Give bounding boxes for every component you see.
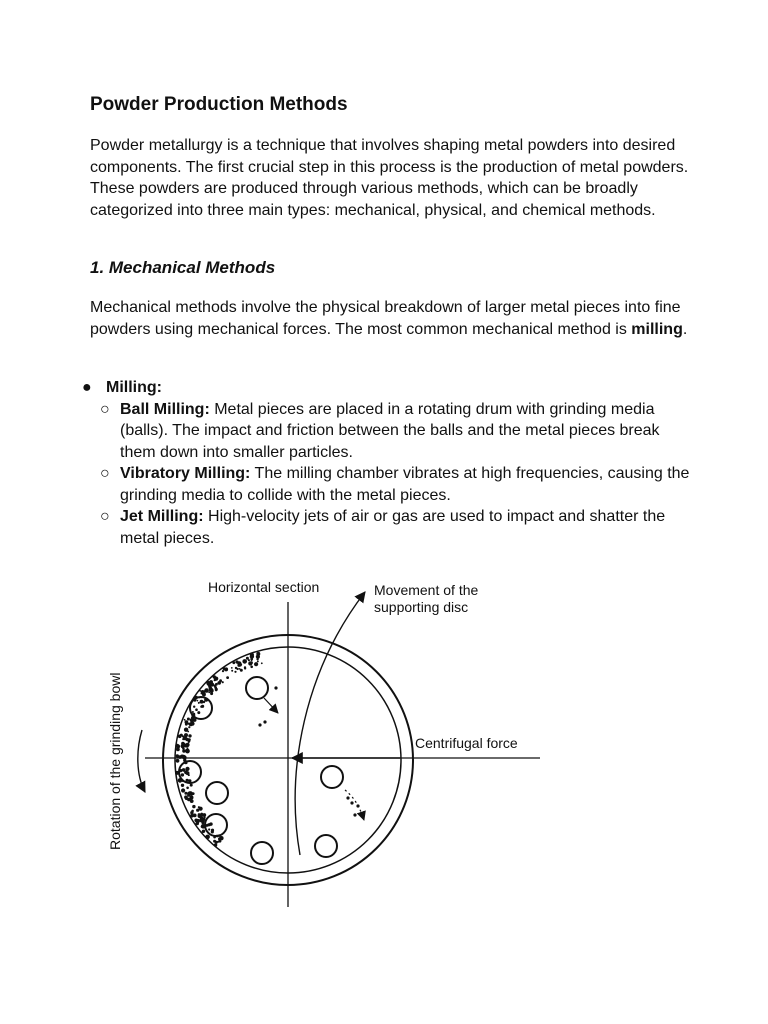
powder-particle xyxy=(208,828,210,830)
powder-particle xyxy=(346,796,349,799)
powder-particle xyxy=(183,759,186,762)
label-movement-1: Movement of the xyxy=(374,582,479,598)
grinding-ball xyxy=(321,766,343,788)
powder-particle xyxy=(198,702,200,704)
powder-particle xyxy=(196,809,199,812)
powder-particle xyxy=(194,819,198,823)
powder-particle xyxy=(256,652,260,656)
powder-particle xyxy=(213,675,215,677)
list-item-vibratory-milling xyxy=(100,463,690,506)
powder-particle xyxy=(202,830,204,832)
powder-particle xyxy=(179,769,182,772)
powder-particle xyxy=(176,759,180,763)
desc-jet-milling: High-velocity jets of air or gas are used to impact and shatter the metal pieces. xyxy=(120,508,666,547)
powder-particle xyxy=(184,792,187,795)
powder-particle xyxy=(175,771,179,775)
bullet-dot: ● xyxy=(82,379,92,396)
powder-particle xyxy=(176,754,179,757)
powder-particle xyxy=(190,796,193,799)
powder-particle xyxy=(200,700,204,704)
powder-particle xyxy=(192,805,195,808)
powder-particle xyxy=(209,680,213,684)
powder-particle xyxy=(200,696,202,698)
powder-particle xyxy=(222,681,224,683)
powder-particle xyxy=(350,801,353,804)
powder-particle xyxy=(210,692,213,695)
milling-bold: milling xyxy=(631,320,683,338)
powder-particle xyxy=(231,667,233,669)
powder-particle xyxy=(199,814,203,818)
powder-particle xyxy=(213,836,216,839)
label-centrifugal-force: Centrifugal force xyxy=(415,735,518,751)
powder-particle xyxy=(186,787,189,790)
powder-particle xyxy=(191,810,194,813)
grinding-ball xyxy=(246,677,268,699)
powder-particles xyxy=(175,652,360,847)
powder-particle xyxy=(185,720,189,724)
powder-particle xyxy=(254,662,258,666)
sub-bullet: ○ xyxy=(100,400,110,418)
powder-particle xyxy=(214,677,218,681)
ball-mill-diagram xyxy=(100,570,550,915)
powder-particle xyxy=(203,816,205,818)
powder-particle xyxy=(181,788,185,792)
desc-ball-milling: Metal pieces are placed in a rotating drum with grinding media (balls). The impact and friction between the balls and the metal pieces break them down into smaller particles. xyxy=(120,400,660,461)
powder-particle xyxy=(198,697,200,699)
powder-particle xyxy=(204,698,208,702)
term-jet-milling: Jet Milling: xyxy=(120,508,204,525)
powder-particle xyxy=(188,741,190,743)
powder-particle xyxy=(178,778,183,783)
powder-particle xyxy=(193,713,195,715)
powder-particle xyxy=(195,708,198,711)
powder-particle xyxy=(184,719,186,721)
powder-particle xyxy=(263,720,266,723)
powder-particle xyxy=(214,843,218,847)
desc-vibratory-milling: The milling chamber vibrates at high frequencies, causing the grinding media to collide with the metal pieces. xyxy=(120,465,690,504)
powder-particle xyxy=(224,667,228,671)
powder-particle xyxy=(184,733,188,737)
powder-particle xyxy=(184,728,188,732)
milling-label: Milling: xyxy=(106,379,162,396)
powder-particle xyxy=(196,700,198,702)
powder-particle xyxy=(208,692,210,694)
list-item-milling xyxy=(82,377,690,549)
powder-particle xyxy=(192,711,194,713)
powder-particle xyxy=(236,668,238,670)
mechanical-paragraph-end: . xyxy=(682,320,688,338)
powder-particle xyxy=(186,779,189,782)
powder-particle xyxy=(186,771,190,775)
powder-particle xyxy=(181,784,184,787)
rotation-arrow xyxy=(138,730,145,792)
powder-particle xyxy=(238,663,241,666)
powder-particle xyxy=(250,666,253,669)
sub-bullet: ○ xyxy=(100,465,110,482)
powder-particle xyxy=(231,670,233,672)
powder-particle xyxy=(214,684,217,687)
powder-particle xyxy=(240,669,243,672)
powder-particle xyxy=(274,686,277,689)
powder-particle xyxy=(180,734,183,737)
mechanical-paragraph xyxy=(90,297,690,340)
powder-particle xyxy=(181,755,185,759)
powder-particle xyxy=(190,722,194,726)
term-vibratory-milling: Vibratory Milling: xyxy=(120,465,251,482)
powder-particle xyxy=(235,660,238,663)
label-movement-2: supporting disc xyxy=(374,599,469,615)
list-item-jet-milling xyxy=(100,506,690,549)
powder-particle xyxy=(248,661,252,665)
powder-particle xyxy=(197,711,200,714)
powder-particle xyxy=(219,836,223,840)
powder-particle xyxy=(201,825,204,828)
powder-particle xyxy=(198,806,200,808)
powder-particle xyxy=(215,689,218,692)
powder-particle xyxy=(178,745,180,747)
powder-particle xyxy=(188,734,191,737)
powder-particle xyxy=(242,659,247,664)
powder-particle xyxy=(195,696,197,698)
mechanical-paragraph-text: Mechanical methods involve the physical breakdown of larger metal pieces into fine powders using mechanical forces. The most common mechanical method is xyxy=(90,299,681,338)
grinding-ball xyxy=(251,842,273,864)
powder-particle xyxy=(176,748,180,752)
powder-particle xyxy=(356,804,359,807)
powder-particle xyxy=(261,662,263,664)
powder-particle xyxy=(182,749,185,752)
powder-particle xyxy=(217,841,219,843)
powder-particle xyxy=(257,660,259,662)
powder-particle xyxy=(185,767,189,771)
list-item-ball-milling xyxy=(100,399,690,464)
powder-particle xyxy=(251,654,253,656)
section-heading-mechanical: 1. Mechanical Methods xyxy=(90,258,276,277)
milling-sublist xyxy=(100,399,690,550)
powder-particle xyxy=(258,723,261,726)
label-rotation: Rotation of the grinding bowl xyxy=(107,672,123,850)
term-ball-milling: Ball Milling: xyxy=(120,400,210,418)
powder-particle xyxy=(211,829,214,832)
powder-particle xyxy=(222,670,224,672)
powder-particle xyxy=(232,661,235,664)
powder-particle xyxy=(209,686,212,689)
powder-particle xyxy=(182,768,186,772)
powder-particle xyxy=(201,690,205,694)
powder-particle xyxy=(181,773,184,776)
powder-particle xyxy=(185,749,190,754)
powder-particle xyxy=(190,784,193,787)
powder-particle xyxy=(184,795,188,799)
powder-particle xyxy=(248,659,250,661)
powder-particle xyxy=(244,666,246,668)
powder-particle xyxy=(204,688,209,693)
sub-bullet: ○ xyxy=(100,508,110,525)
grinding-ball xyxy=(315,835,337,857)
ball-motion-arrow xyxy=(264,698,278,713)
powder-particle xyxy=(181,742,185,746)
intro-paragraph: Powder metallurgy is a technique that involves shaping metal powders into desired components. The first crucial step in this process is the production of metal powders. These powders are produced through various methods, which can be broadly categorized into three main types: mechanical, physical, and chemical methods. xyxy=(90,137,689,219)
powder-particle xyxy=(188,779,191,782)
powder-particle xyxy=(193,706,195,708)
powder-particle xyxy=(187,798,191,802)
powder-particle xyxy=(187,718,190,721)
powder-particle xyxy=(200,706,202,708)
powder-particle xyxy=(188,726,190,728)
label-horizontal-section: Horizontal section xyxy=(208,579,320,595)
powder-particle xyxy=(217,681,221,685)
powder-particle xyxy=(213,840,216,843)
powder-particle xyxy=(353,813,356,816)
powder-particle xyxy=(190,814,194,818)
powder-particle xyxy=(191,793,193,795)
milling-list xyxy=(82,377,690,549)
powder-particle xyxy=(226,676,229,679)
powder-particle xyxy=(234,671,236,673)
powder-particle xyxy=(205,835,210,840)
page-title: Powder Production Methods xyxy=(90,94,348,115)
grinding-ball xyxy=(206,782,228,804)
